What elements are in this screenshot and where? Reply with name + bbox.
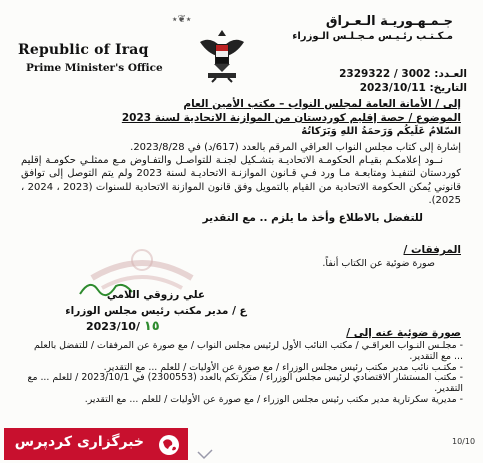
body-paragraph-1: إشارة إلى كتاب مجلس النواب العراقي المرقم بالعدد (617/د) في 2023/8/28. — [130, 142, 461, 153]
signer-name: علي رزوقي اللامي — [106, 289, 206, 301]
copies-item: - مديرية سكرتارية مدير مكتب رئيس مجلس الوزراء / مع صورة عن الأوليات / للعلم ... مع التقدير. — [23, 395, 463, 406]
copies-item: - مجلـس النـواب العراقـي / مكتب النائب الأول لرئيس مجلس النواب / مع صورة عن المرفقات / للتفضل بالعلم ... مع التقدير. — [23, 341, 463, 363]
signature-date — [86, 319, 160, 334]
news-agency-name: خبرگزاری کردپرس — [14, 434, 144, 450]
copies-title: صورة ضوئية عنه إلى / — [346, 327, 461, 339]
closing-line: للتفضل بالاطلاع وأخذ ما يلزم .. مع التقدير — [202, 212, 423, 224]
signature-block — [56, 289, 256, 317]
arabic-header-office: مـكـتـب رئـيـس مـجـلـس الـوزراء — [292, 31, 453, 42]
body-paragraph-2: نــود إعلامكـم بقيـام الحكومـة الاتحاديـة بتشـكيل لجنـة للتواصـل والتفـاوض مـع ممثلـي حكومـة إقليم كوردستان لتنفيـذ ومتابعـة مـا ورد فـي قـانون الموازنـة الاتحاديـة لسنة 2023 ولم يتم التوصل إلى توافق قانوني يُمكن الحكومة الاتحادية من القيام بالتمويل وفق قانون الموازنة الاتحادية للسنوات (2023 ، 2024 ، 2025). — [21, 155, 462, 206]
copies-item: - مكتـب نائب مدير مكتب رئيس مجلس الوزراء / مع صورة عن الأوليات / للعلم ... مع التقدير. — [23, 363, 463, 374]
news-agency-banner — [4, 428, 188, 460]
copies-item: - مكتب المستشار الاقتصادي لرئيس مجلس الوزراء / متكرتكم بالعدد (2300553) في 2023/10/1 / للعلم ... مع التقدير. — [23, 373, 463, 395]
arabic-header-country: جـمـهـوريـة الـعـراق — [325, 14, 453, 29]
english-header — [18, 42, 163, 74]
reference-date: التاريخ: 2023/10/11 — [359, 82, 467, 94]
letter-body — [21, 141, 461, 207]
arabic-header — [292, 14, 453, 42]
copies-list — [23, 341, 463, 406]
page-number: 10/10 — [452, 437, 476, 446]
english-header-office: Prime Minister's Office — [26, 62, 163, 74]
check-mark-icon — [196, 448, 214, 460]
signature-date-prefix: 2023/10/ — [86, 320, 140, 333]
globe-icon — [158, 434, 180, 456]
header-ornament: ٭❦٭ — [172, 14, 192, 25]
reference-number: العـدد: 3002 / 2329322 — [339, 68, 467, 80]
signature-date-day: ١٥ — [143, 319, 160, 334]
eagle-emblem-icon — [196, 26, 248, 84]
subject: الموضوع / حصة إقليم كوردستان من الموازنة الاتحادية لسنة 2023 — [121, 112, 461, 124]
attachments-title: المرفقات / — [403, 244, 461, 256]
greeting: السّلامُ عَلَيكُم وَرَحمَةُ اللهِ وَبَرَكاتُهُ — [301, 126, 461, 137]
addressee: إلى / الأمانة العامة لمجلس النواب – مكتب الأمين العام — [183, 98, 461, 110]
signer-title: ع / مدير مكتب رئيس مجلس الوزراء — [65, 305, 247, 317]
english-header-country: Republic of Iraq — [18, 42, 149, 58]
attachments-item: صورة ضوئية عن الكتاب أنفاً. — [322, 258, 435, 269]
